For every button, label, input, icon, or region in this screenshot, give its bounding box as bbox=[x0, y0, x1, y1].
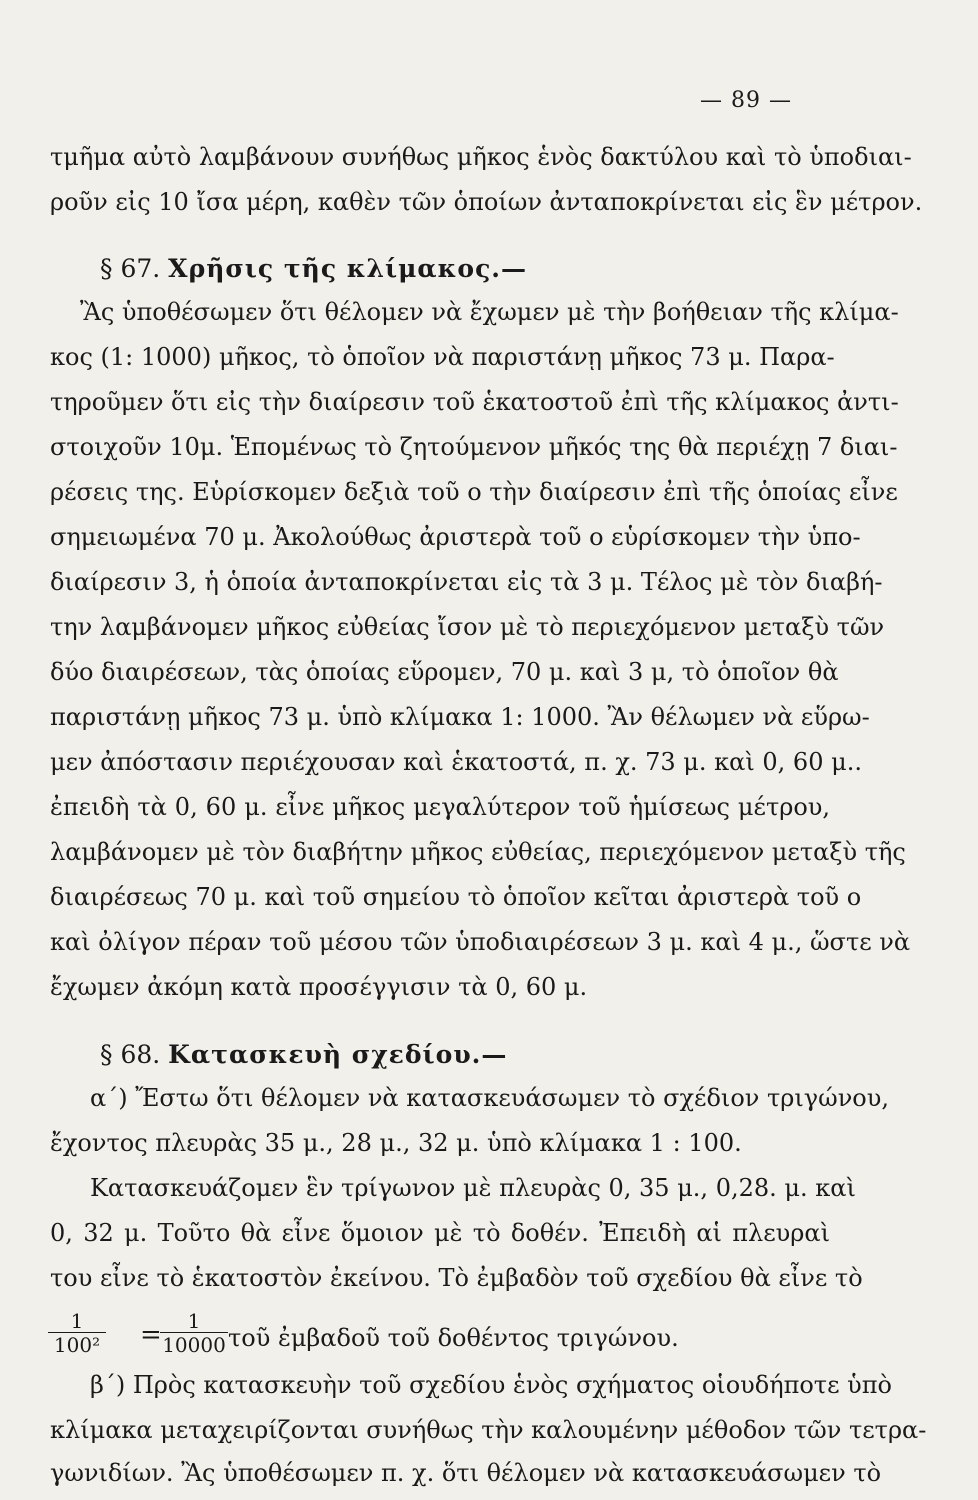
text-line: λαμβάνομεν μὲ τὸν διαβήτην μῆκος εὐθείας, περιεχόμενον μεταξὺ τῆς bbox=[50, 838, 906, 866]
section-68-number: § 68. bbox=[100, 1040, 161, 1069]
text-line: 0, 32 μ. Τοῦτο θὰ εἶνε ὅμοιον μὲ τὸ δοθέν. Ἐπειδὴ αἱ πλευραὶ bbox=[50, 1219, 830, 1247]
fraction-text: τοῦ ἐμβαδοῦ τοῦ δοθέντος τριγώνου. bbox=[228, 1324, 679, 1352]
section-68-heading bbox=[100, 1040, 880, 1070]
text-line: α΄) Ἔστω ὅτι θέλομεν νὰ κατασκευάσωμεν τὸ σχέδιον τριγώνου, bbox=[90, 1084, 889, 1112]
fraction-equation bbox=[48, 1310, 828, 1360]
denominator: 100² bbox=[53, 1333, 101, 1357]
text-line: Κατασκευάζομεν ἓν τρίγωνον μὲ πλευρὰς 0, 35 μ., 0,28. μ. καὶ bbox=[90, 1174, 856, 1202]
text-line: Ἂς ὑποθέσωμεν ὅτι θέλομεν νὰ ἔχωμεν μὲ τὴν βοήθειαν τῆς κλίμα- bbox=[80, 298, 899, 326]
section-67-number: § 67. bbox=[100, 254, 161, 283]
equals-sign: = bbox=[140, 1320, 162, 1350]
denominator: 10000 bbox=[162, 1333, 226, 1357]
section-67-heading bbox=[100, 254, 880, 284]
text-line: τμῆμα αὐτὸ λαμβάνουν συνήθως μῆκος ἑνὸς δακτύλου καὶ τὸ ὑποδιαι- bbox=[50, 143, 912, 171]
text-line: τηροῦμεν ὅτι εἰς τὴν διαίρεσιν τοῦ ἑκατοστοῦ ἐπὶ τῆς κλίμακος ἀντι- bbox=[50, 388, 899, 416]
text-line: του εἶνε τὸ ἑκατοστὸν ἐκείνου. Τὸ ἐμβαδὸν τοῦ σχεδίου θὰ εἶνε τὸ bbox=[50, 1264, 863, 1292]
fraction-right bbox=[160, 1310, 228, 1357]
fraction-left bbox=[48, 1310, 106, 1357]
text-line: κλίμακα μεταχειρίζονται συνήθως τὴν καλουμένην μέθοδον τῶν τετρα- bbox=[50, 1416, 927, 1444]
numerator: 1 bbox=[48, 1310, 106, 1333]
text-line: ἔχοντος πλευρὰς 35 μ., 28 μ., 32 μ. ὑπὸ κλίμακα 1 : 100. bbox=[50, 1129, 742, 1157]
text-line: μεν ἀπόστασιν περιέχουσαν καὶ ἑκατοστά, π. χ. 73 μ. καὶ 0, 60 μ.. bbox=[50, 748, 862, 776]
text-line: διαιρέσεως 70 μ. καὶ τοῦ σημείου τὸ ὁποῖον κεῖται ἀριστερὰ τοῦ ο bbox=[50, 883, 862, 911]
text-line: παριστάνῃ μῆκος 73 μ. ὑπὸ κλίμακα 1: 1000. Ἂν θέλωμεν νὰ εὕρω- bbox=[50, 703, 870, 731]
page-number: — 89 — bbox=[700, 88, 792, 113]
text-line: διαίρεσιν 3, ἡ ὁποία ἀνταποκρίνεται εἰς τὰ 3 μ. Τέλος μὲ τὸν διαβή- bbox=[50, 568, 883, 596]
text-line: καὶ ὀλίγον πέραν τοῦ μέσου τῶν ὑποδιαιρέσεων 3 μ. καὶ 4 μ., ὥστε νὰ bbox=[50, 928, 911, 956]
text-line: την λαμβάνομεν μῆκος εὐθείας ἴσον μὲ τὸ περιεχόμενον μεταξὺ τῶν bbox=[50, 613, 885, 641]
text-line: ἔχωμεν ἀκόμη κατὰ προσέγγισιν τὰ 0, 60 μ. bbox=[50, 973, 588, 1001]
text-line: δύο διαιρέσεων, τὰς ὁποίας εὕρομεν, 70 μ. καὶ 3 μ, τὸ ὁποῖον θὰ bbox=[50, 658, 839, 686]
text-line: ροῦν εἰς 10 ἴσα μέρη, καθὲν τῶν ὁποίων ἀνταποκρίνεται εἰς ἓν μέτρον. bbox=[50, 188, 923, 216]
section-68-title: Κατασκευὴ σχεδίου.— bbox=[168, 1040, 508, 1069]
text-line: ρέσεις της. Εὑρίσκομεν δεξιὰ τοῦ ο τὴν διαίρεσιν ἐπὶ τῆς ὁποίας εἶνε bbox=[50, 478, 898, 506]
text-line: σημειωμένα 70 μ. Ἀκολούθως ἀριστερὰ τοῦ ο εὑρίσκομεν τὴν ὑπο- bbox=[50, 523, 861, 551]
text-line: ἐπειδὴ τὰ 0, 60 μ. εἶνε μῆκος μεγαλύτερον τοῦ ἡμίσεως μέτρου, bbox=[50, 793, 830, 821]
text-line: β΄) Πρὸς κατασκευὴν τοῦ σχεδίου ἑνὸς σχήματος οἱουδήποτε ὑπὸ bbox=[90, 1371, 892, 1399]
section-67-title: Χρῆσις τῆς κλίμακος.— bbox=[168, 254, 527, 283]
text-line: στοιχοῦν 10μ. Ἑπομένως τὸ ζητούμενον μῆκός της θὰ περιέχῃ 7 διαι- bbox=[50, 433, 898, 461]
text-line: γωνιδίων. Ἂς ὑποθέσωμεν π. χ. ὅτι θέλομεν νὰ κατασκευάσωμεν τὸ bbox=[50, 1459, 882, 1487]
numerator: 1 bbox=[160, 1310, 228, 1333]
text-line: κος (1: 1000) μῆκος, τὸ ὁποῖον νὰ παριστάνῃ μῆκος 73 μ. Παρα- bbox=[50, 343, 835, 371]
